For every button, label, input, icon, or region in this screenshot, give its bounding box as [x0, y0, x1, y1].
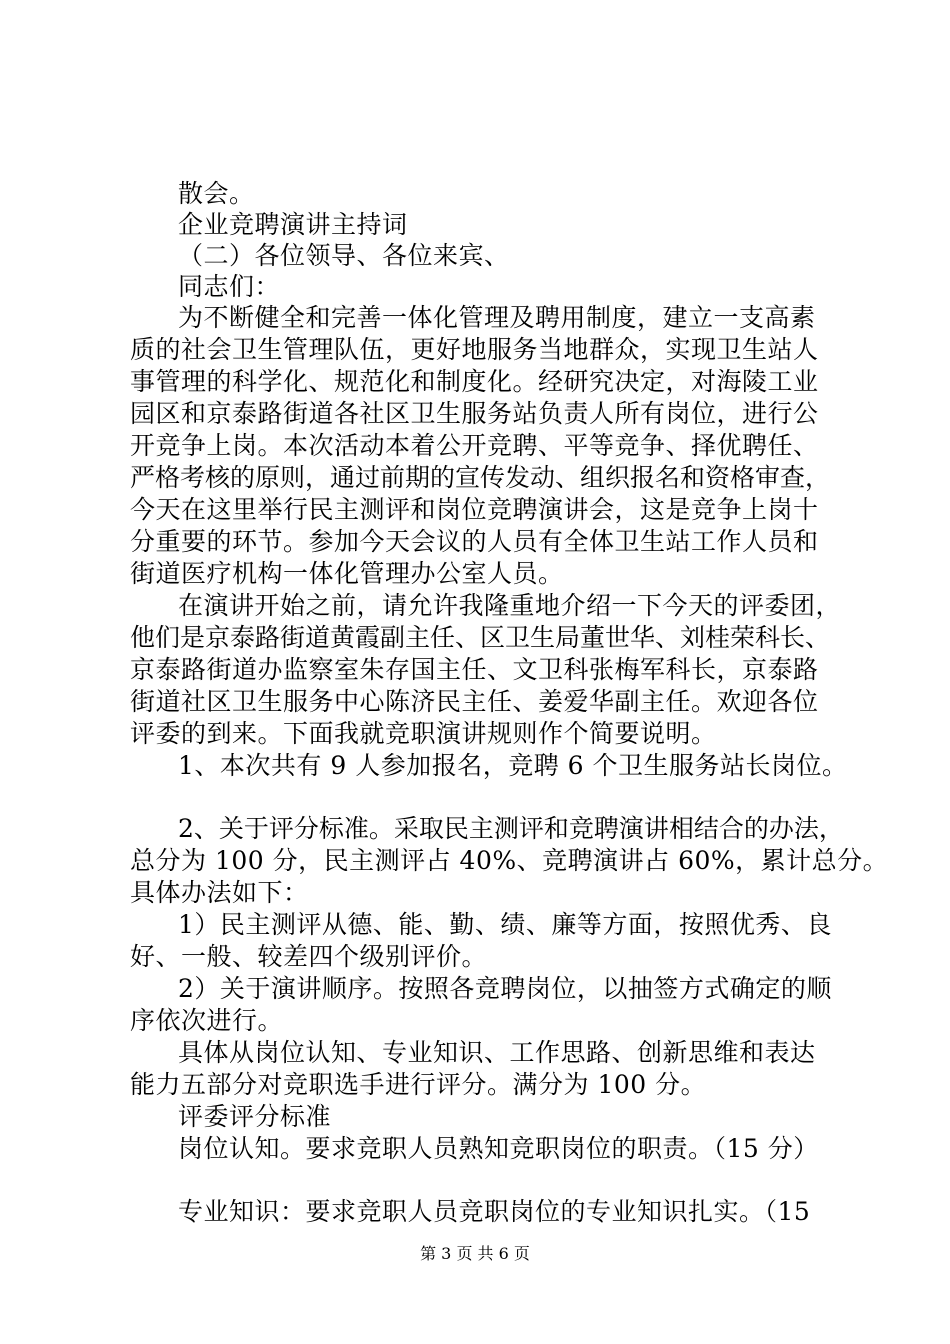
text-line: 1、本次共有 9 人参加报名，竞聘 6 个卫生服务站长岗位。	[178, 751, 848, 780]
text-line: 专业知识：要求竞职人员竞职岗位的专业知识扎实。（15	[178, 1197, 811, 1226]
text-line: 质的社会卫生管理队伍，更好地服务当地群众，实现卫生站人	[130, 335, 819, 364]
text-line: 为不断健全和完善一体化管理及聘用制度，建立一支高素	[178, 303, 816, 332]
text-line: 京泰路街道办监察室朱存国主任、文卫科张梅军科长，京泰路	[130, 655, 819, 684]
text-line: 在演讲开始之前，请允许我隆重地介绍一下今天的评委团，	[178, 591, 842, 620]
text-line: 他们是京泰路街道黄霞副主任、区卫生局董世华、刘桂荣科长、	[130, 623, 831, 652]
text-line: 能力五部分对竞职选手进行评分。满分为 100 分。	[130, 1070, 707, 1099]
text-line: 街道社区卫生服务中心陈济民主任、姜爱华副主任。欢迎各位	[130, 687, 819, 716]
text-line: 好、一般、较差四个级别评价。	[130, 942, 488, 971]
text-line: 序依次进行。	[130, 1006, 284, 1035]
text-line: （二）各位领导、各位来宾、	[178, 241, 510, 270]
page-footer: 第 3 页 共 6 页	[420, 1244, 530, 1263]
text-line: 具体办法如下：	[130, 878, 309, 907]
text-line: 2）关于演讲顺序。按照各竞聘岗位，以抽签方式确定的顺	[178, 974, 832, 1003]
text-line: 散会。	[178, 179, 255, 208]
text-line: 企业竞聘演讲主持词	[178, 210, 408, 239]
text-line: 评委评分标准	[178, 1102, 332, 1131]
text-line: 1）民主测评从德、能、勤、绩、廉等方面，按照优秀、良	[178, 910, 832, 939]
text-line: 同志们：	[178, 272, 281, 301]
text-line: 总分为 100 分，民主测评占 40%、竞聘演讲占 60%，累计总分。	[130, 846, 889, 875]
text-line: 2、关于评分标准。采取民主测评和竞聘演讲相结合的办法，	[178, 814, 844, 843]
text-line: 今天在这里举行民主测评和岗位竞聘演讲会，这是竞争上岗十	[130, 495, 819, 524]
text-line: 园区和京泰路街道各社区卫生服务站负责人所有岗位，进行公	[130, 399, 819, 428]
text-line: 分重要的环节。参加今天会议的人员有全体卫生站工作人员和	[130, 527, 819, 556]
text-line: 具体从岗位认知、专业知识、工作思路、创新思维和表达	[178, 1038, 816, 1067]
text-line: 街道医疗机构一体化管理办公室人员。	[130, 559, 564, 588]
text-line: 开竞争上岗。本次活动本着公开竞聘、平等竞争、择优聘任、	[130, 431, 819, 460]
text-line: 严格考核的原则，通过前期的宣传发动、组织报名和资格审查，	[130, 463, 831, 492]
text-line: 岗位认知。要求竞职人员熟知竞职岗位的职责。（15 分）	[178, 1134, 819, 1163]
text-line: 评委的到来。下面我就竞职演讲规则作个简要说明。	[130, 719, 717, 748]
text-line: 事管理的科学化、规范化和制度化。经研究决定，对海陵工业	[130, 367, 819, 396]
